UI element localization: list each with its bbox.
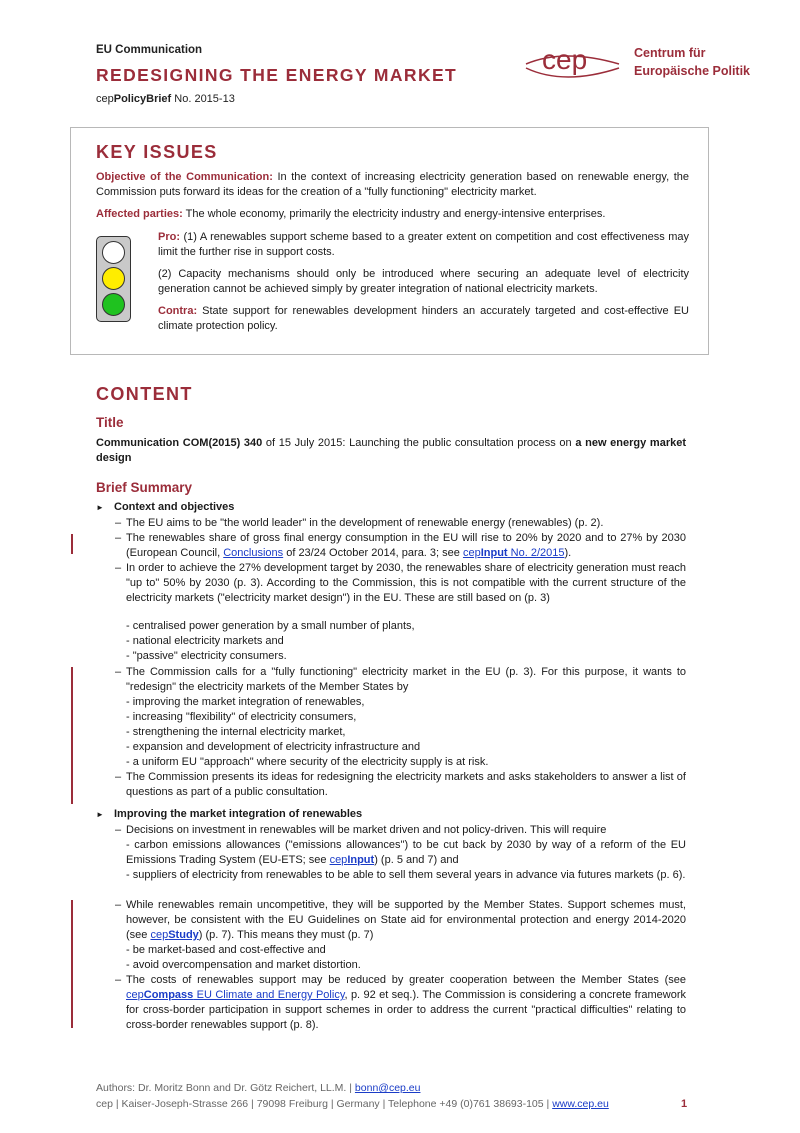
cepinput-post: No. 2/2015 xyxy=(507,547,565,559)
affected-label: Affected parties: xyxy=(96,208,183,220)
cepinput-ets-bold: Input xyxy=(347,854,375,866)
title-text xyxy=(96,436,686,466)
change-bar xyxy=(71,534,73,554)
b1-item-4-sub-5: - a uniform EU "approach" where security of the electricity supply is at risk. xyxy=(126,756,489,768)
b1-item-2-a: The renewables share of gross final energy consumption in the EU will rise to 20% by 2020 and to 27% by 2030 (European Council, xyxy=(126,532,686,559)
address-text: cep | Kaiser-Joseph-Strasse 266 | 79098 Freiburg | Germany | Telephone +49 (0)761 38693-105 | xyxy=(96,1098,553,1110)
triangle-bullet-icon: ► xyxy=(96,503,104,512)
b2-item-1-sub-1-b: ) (p. 5 and 7) and xyxy=(374,854,459,866)
b1-item-4-sub-3: - strengthening the internal electricity market, xyxy=(126,726,346,738)
cepstudy-pre: cep xyxy=(150,929,169,941)
cepinput-ets-link[interactable] xyxy=(330,854,375,866)
affected-paragraph xyxy=(96,207,689,222)
title-bold2: a new energy market design xyxy=(96,437,686,464)
b2-item-1-sub-1-a: - carbon emissions allowances ("emissions allowances") to be cut back by 2030 by way of a reform of the EU Emissions Trading System (EU-ETS; see xyxy=(126,839,686,866)
dash-icon: – xyxy=(115,532,122,544)
bullet-context xyxy=(96,501,234,513)
b2-item-2-sub-1: - be market-based and cost-effective and xyxy=(126,944,326,956)
triangle-bullet-icon: ► xyxy=(96,810,104,819)
change-bar xyxy=(71,667,73,804)
dash-icon: – xyxy=(115,666,122,678)
dash-icon: – xyxy=(115,974,122,986)
b1-item-4: The Commission calls for a "fully functioning" electricity market in the EU (p. 3). For this purpose, it wants to "redesign" the electricity markets of the Member States by xyxy=(126,666,686,693)
pro-label: Pro: xyxy=(158,231,180,243)
b1-item-5: The Commission presents its ideas for redesigning the electricity markets and asks stakeholders to answer a list of questions as part of a public consultation. xyxy=(126,771,686,798)
pro-text-1: (1) A renewables support scheme based to a greater extent on competition and cost effectiveness may limit the further rise in support costs. xyxy=(158,231,689,258)
b1-item-4-sub-1: - improving the market integration of renewables, xyxy=(126,696,365,708)
b1-item-3: In order to achieve the 27% development target by 2030, the renewables share of electricity generation must reach "up to" 50% by 2030 (p. 3). According to the Commission, this is not compatible with the current structure of the electricity markets ("electricity market design") in the EU. These are still based on (p. 3) xyxy=(126,562,686,604)
b2-item-3-b: , p. 92 et seq.). The Commission is considering a concrete framework for cross-border participation in support schemes in order to address the current "practical difficulties" relating to cross-border renewables support (p. 8). xyxy=(126,989,686,1031)
cepinput-ets-pre: cep xyxy=(329,854,348,866)
series-label: EU Communication xyxy=(96,44,203,56)
brief-prefix: cep xyxy=(96,93,114,105)
objective-paragraph xyxy=(96,170,689,200)
logo-mark: cep xyxy=(542,44,588,75)
website-link[interactable]: www.cep.eu xyxy=(552,1098,609,1110)
lamp-yellow xyxy=(102,267,125,290)
b2-item-1-sub-1 xyxy=(126,838,686,868)
b1-item-3-sub-3: - "passive" electricity consumers. xyxy=(126,650,287,662)
traffic-light-icon xyxy=(96,236,131,322)
dash-icon: – xyxy=(115,562,122,574)
footer-address xyxy=(96,1098,609,1110)
dash-icon: – xyxy=(115,517,122,529)
key-issues-heading: KEY ISSUES xyxy=(96,142,218,162)
change-bar xyxy=(71,900,73,1028)
title-heading: Title xyxy=(96,415,124,430)
contra-label: Contra: xyxy=(158,305,198,317)
cepstudy-link[interactable] xyxy=(150,929,198,941)
authors-text: Authors: Dr. Moritz Bonn and Dr. Götz Reichert, LL.M. | xyxy=(96,1082,355,1094)
contra-paragraph xyxy=(158,304,689,334)
cepcompass-post: EU Climate and Energy Policy xyxy=(193,989,345,1001)
cepcompass-link[interactable] xyxy=(126,989,345,1001)
conclusions-link[interactable]: Conclusions xyxy=(223,547,284,559)
page-number: 1 xyxy=(681,1098,688,1110)
summary-heading: Brief Summary xyxy=(96,480,193,495)
objective-label: Objective of the Communication: xyxy=(96,171,273,183)
logo-text xyxy=(634,44,750,80)
b2-item-2-b: ) (p. 7). This means they must (p. 7) xyxy=(198,929,374,941)
document-title: REDESIGNING THE ENERGY MARKET xyxy=(96,65,458,85)
lamp-green xyxy=(102,293,125,316)
b1-item-4-sub-2: - increasing "flexibility" of electricity consumers, xyxy=(126,711,357,723)
bullet-context-label: Context and objectives xyxy=(114,501,235,513)
logo-line1: Centrum für xyxy=(634,46,706,60)
b1-item-2-b: of 23/24 October 2014, para. 3; see xyxy=(283,547,463,559)
bullet-renewables-label: Improving the market integration of renewables xyxy=(114,808,363,820)
b1-item-3-sub-2: - national electricity markets and xyxy=(126,635,284,647)
pro-paragraph-2: (2) Capacity mechanisms should only be introduced where securing an adequate level of electricity generation cannot be achieved simply by greater integration of national electricity markets. xyxy=(158,268,689,295)
b2-item-2-a: While renewables remain uncompetitive, they will be supported by the Member States. Support schemes must, however, be consistent with the EU Guidelines on State aid for environmental protection and energy 2014-2020 (see xyxy=(126,899,686,941)
cepinput-bold: Input xyxy=(480,547,508,559)
title-bold: Communication COM(2015) 340 xyxy=(96,437,263,449)
brief-no: No. 2015-13 xyxy=(171,93,235,105)
b2-item-2 xyxy=(126,898,686,943)
dash-icon: – xyxy=(115,824,122,836)
b2-item-3 xyxy=(126,973,686,1033)
b1-item-2 xyxy=(126,531,686,561)
b1-item-2-c: ). xyxy=(564,547,572,559)
pro-paragraph-1 xyxy=(158,230,689,260)
b1-item-1: The EU aims to be "the world leader" in the development of renewable energy (renewables) (p. 2). xyxy=(126,517,604,529)
dash-icon: – xyxy=(115,899,122,911)
email-link[interactable]: bonn@cep.eu xyxy=(354,1082,421,1094)
brief-number xyxy=(96,93,235,105)
contra-text: State support for renewables development hinders an accurately targeted and cost-effective EU climate protection policy. xyxy=(158,305,689,332)
dash-icon: – xyxy=(115,771,122,783)
title-mid: of 15 July 2015: Launching the public consultation process on xyxy=(262,437,576,449)
bullet-renewables xyxy=(96,808,362,820)
content-heading: CONTENT xyxy=(96,384,193,404)
cepcompass-bold: Compass xyxy=(143,989,194,1001)
b2-item-1-sub-2: - suppliers of electricity from renewables to be able to sell them several years in advance via futures markets (p. 6). xyxy=(126,869,686,881)
cepinput-pre: cep xyxy=(462,547,481,559)
b1-item-3-sub-1: - centralised power generation by a small number of plants, xyxy=(126,620,415,632)
b1-item-4-sub-4: - expansion and development of electricity infrastructure and xyxy=(126,741,421,753)
cepstudy-bold: Study xyxy=(168,929,199,941)
footer-authors xyxy=(96,1082,420,1094)
brief-bold: PolicyBrief xyxy=(113,93,172,105)
affected-text: The whole economy, primarily the electricity industry and energy-intensive enterprises. xyxy=(182,208,606,220)
objective-text: In the context of increasing electricity generation based on renewable energy, the Commission puts forward its ideas for the creation of a "fully functioning" electricity market. xyxy=(96,171,689,198)
key-issues-box xyxy=(70,127,709,355)
b2-item-3-a: The costs of renewables support may be reduced by greater cooperation between the Member States (see xyxy=(126,974,686,986)
logo-line2: Europäische Politik xyxy=(634,64,751,78)
cepinput-link[interactable] xyxy=(463,547,565,559)
b2-item-2-sub-2: - avoid overcompensation and market distortion. xyxy=(126,959,361,971)
cepcompass-pre: cep xyxy=(126,989,144,1001)
lamp-white xyxy=(102,241,125,264)
b2-item-1: Decisions on investment in renewables will be market driven and not policy-driven. This will require xyxy=(126,824,607,836)
